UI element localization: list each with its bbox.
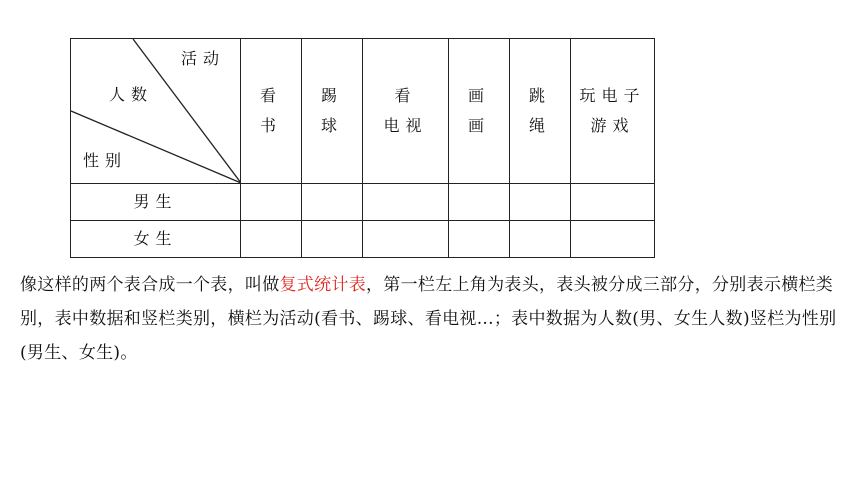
table-header-corner: [71, 39, 241, 184]
column-header-rope-skipping: 跳 绳: [510, 39, 571, 184]
row-header-girls: 女生: [71, 221, 241, 258]
table-header-row: [71, 39, 655, 184]
column-header-reading: 看 书: [241, 39, 302, 184]
table-cell: [449, 221, 510, 258]
table-cell: [510, 184, 571, 221]
table-cell: [363, 221, 449, 258]
table-row-girls: [71, 221, 655, 258]
table-cell: [510, 221, 571, 258]
row-header-boys: 男生: [71, 184, 241, 221]
column-header-tv: 看 电视: [363, 39, 449, 184]
table-row-boys: [71, 184, 655, 221]
table-cell: [302, 221, 363, 258]
corner-label-gender: 性别: [83, 151, 128, 170]
table-cell: [241, 184, 302, 221]
column-header-video-games: 玩电子 游戏: [571, 39, 655, 184]
description-paragraph: [20, 268, 844, 370]
table-cell: [449, 184, 510, 221]
corner-label-count: 人数: [109, 85, 154, 104]
column-header-drawing: 画 画: [449, 39, 510, 184]
compound-statistics-table: [70, 38, 655, 258]
diagonal-line-lower: [71, 111, 241, 183]
description-highlight-term: 复式统计表: [279, 275, 366, 295]
table-cell: [571, 184, 655, 221]
table-cell: [363, 184, 449, 221]
description-text-after: ，第一栏左上角为表头，表头被分成三部分，分别表示横栏类别，表中数据和竖栏类别，横栏为活动(看书、踢球、看电视...；表中数据为人数(男、女生人数)竖栏为性别(男生、女生)。: [20, 275, 837, 363]
column-header-football: 踢 球: [302, 39, 363, 184]
table-cell: [571, 221, 655, 258]
table-cell: [241, 221, 302, 258]
table-cell: [302, 184, 363, 221]
description-text-before: 像这样的两个表合成一个表，叫做: [20, 275, 280, 295]
corner-label-activity: 活动: [181, 49, 226, 68]
